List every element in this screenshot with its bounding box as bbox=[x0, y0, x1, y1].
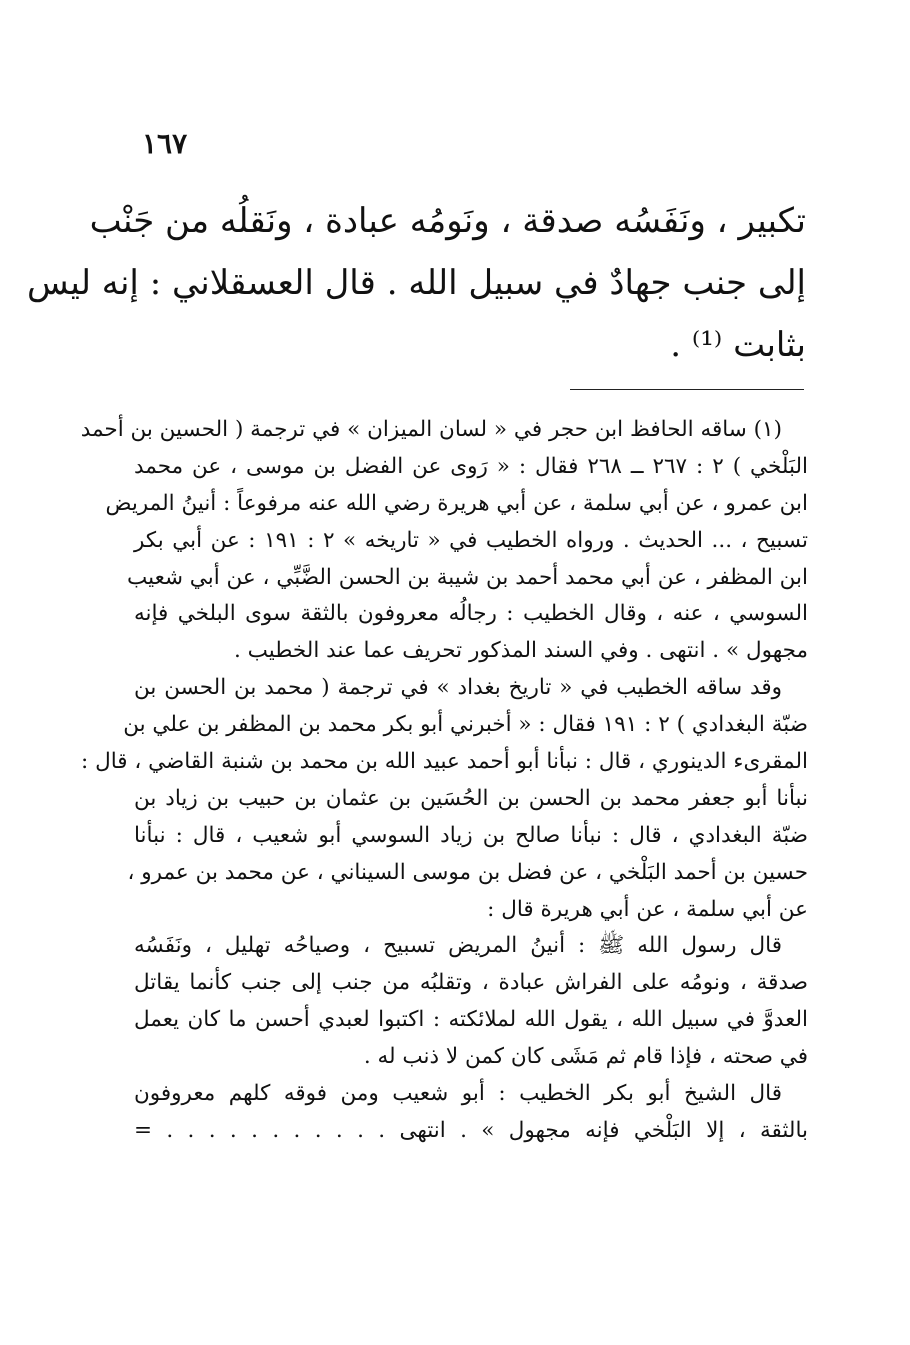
footnote-line: تسبيح ، ... الحديث . ورواه الخطيب في « تاريخه » ٢ : ١٩١ : عن أبي بكر bbox=[134, 527, 809, 553]
footnote-line: نبأنا أبو جعفر محمد بن الحسن بن الحُسَين بن عثمان بن حبيب بن زياد بن bbox=[134, 785, 808, 811]
footnote-line: حسين بن أحمد البَلْخي ، عن فضل بن موسى السيناني ، عن محمد بن عمرو ، bbox=[127, 859, 808, 885]
footnote-line: في صحته ، فإذا قام ثم مَشَى كان كمن لا ذنب له . bbox=[363, 1044, 808, 1070]
page-number: ١٦٧ bbox=[142, 127, 188, 160]
footnote-line: عن أبي سلمة ، عن أبي هريرة قال : bbox=[487, 896, 808, 922]
footnote-line: السوسي ، عنه ، وقال الخطيب : رجالُه معروفون بالثقة سوى البلخي فإنه bbox=[134, 601, 808, 627]
footnote-separator bbox=[570, 389, 804, 390]
footnote-line: ابن عمرو ، عن أبي سلمة ، عن أبي هريرة رضي الله عنه مرفوعاً : أنينُ المريض bbox=[105, 490, 808, 516]
main-text-line: بثابت ⁽¹⁾ . bbox=[670, 325, 806, 365]
footnote-line: قال رسول الله ﷺ : أنينُ المريض تسبيح ، وصياحُه تهليل ، ونَفَسُه bbox=[134, 933, 782, 959]
footnote-line: صدقة ، ونومُه على الفراش عبادة ، وتقلبُه من جنب إلى جنب كأنما يقاتل bbox=[134, 970, 808, 996]
footnotes bbox=[80, 412, 809, 1150]
footnote-line: بالثقة ، إلا البَلْخي فإنه مجهول » . انتهى . . . . . . . . . . . = bbox=[134, 1117, 808, 1143]
footnote-line: البَلْخي ) ٢ : ٢٦٧ ــ ٢٦٨ فقال : « رَوى عن الفضل بن موسى ، عن محمد bbox=[134, 453, 808, 479]
footnote-line: وقد ساقه الخطيب في « تاريخ بغداد » في ترجمة ( محمد بن الحسن بن bbox=[134, 675, 782, 701]
footnote-line: ضبّة البغدادي ، قال : نبأنا صالح بن زياد السوسي أبو شعيب ، قال : نبأنا bbox=[134, 822, 808, 848]
footnote-line: قال الشيخ أبو بكر الخطيب : أبو شعيب ومن فوقه كلهم معروفون bbox=[134, 1081, 782, 1107]
main-text bbox=[26, 190, 806, 376]
footnote-line: العدوَّ في سبيل الله ، يقول الله لملائكته : اكتبوا لعبدي أحسن ما كان يعمل bbox=[134, 1007, 808, 1033]
main-text-line: إلى جنب جهادٌ في سبيل الله . قال العسقلاني : إنه ليس bbox=[26, 263, 806, 303]
footnote-line: المقرىء الدينوري ، قال : نبأنا أبو أحمد عبيد الله بن محمد بن شنبة القاضي ، قال : bbox=[81, 749, 808, 775]
footnote-line: ضبّة البغدادي ) ٢ : ١٩١ فقال : « أخبرني أبو بكر محمد بن المظفر بن علي بن bbox=[123, 712, 808, 738]
main-text-line: تكبير ، ونَفَسُه صدقة ، ونَومُه عبادة ، ونَقلُه من جَنْب bbox=[89, 201, 806, 241]
footnote-line: مجهول » . انتهى . وفي السند المذكور تحريف عما عند الخطيب . bbox=[233, 638, 808, 664]
footnote-line: ابن المظفر ، عن أبي محمد أحمد بن شيبة بن الحسن الضَّبِّي ، عن أبي شعيب bbox=[126, 564, 808, 590]
footnote-line: (١) ساقه الحافظ ابن حجر في « لسان الميزان » في ترجمة ( الحسين بن أحمد bbox=[80, 417, 782, 442]
